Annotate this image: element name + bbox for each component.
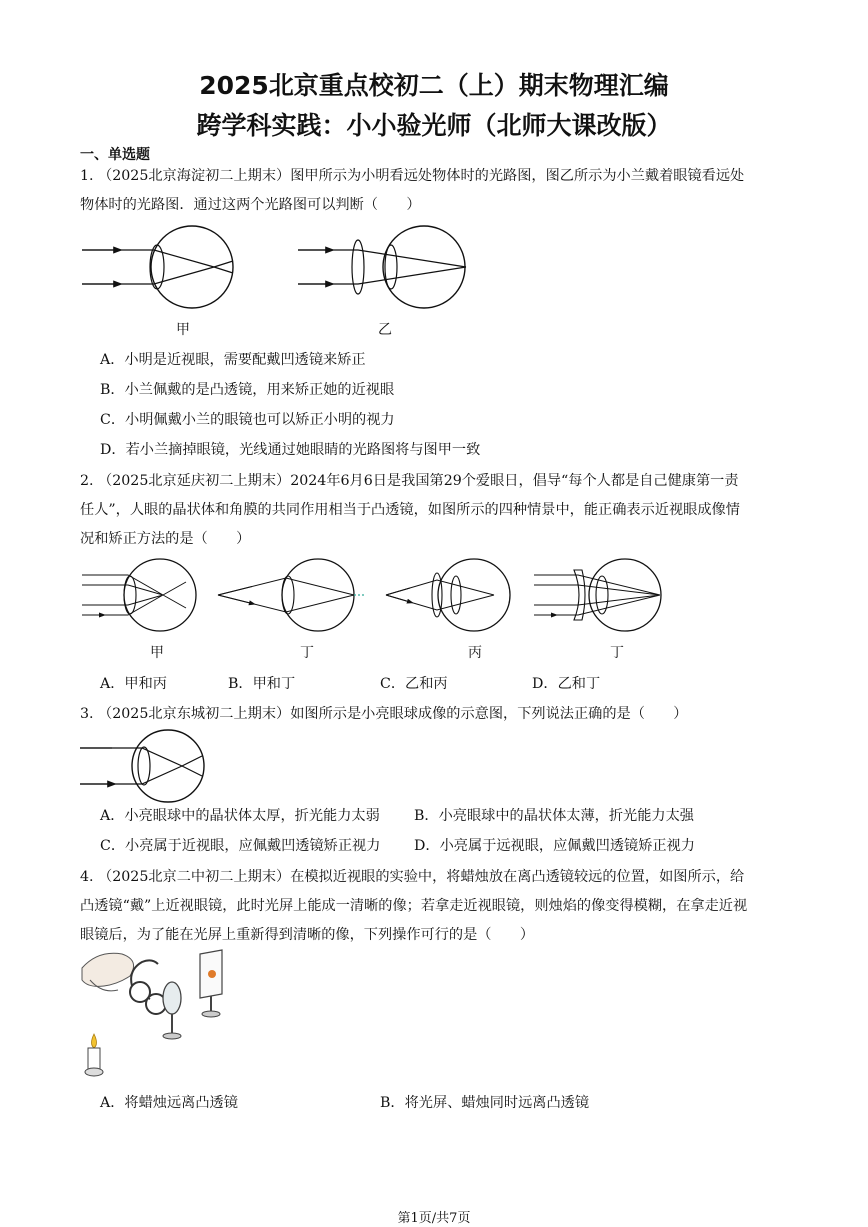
q3-stem: 3. （2025北京东城初二上期末）如图所示是小亮眼球成像的示意图，下列说法正确的是（ ） [80,706,688,722]
q3-option-a[interactable]: A．小亮眼球中的晶状体太厚，折光能力太弱 [100,808,380,824]
q1-caption-jia: 甲 [176,322,190,338]
q2-option-c[interactable]: C．乙和丙 [380,676,448,692]
q2-stem-line1: 2. （2025北京延庆初二上期末）2024年6月6日是我国第29个爱眼日，倡导“每个人都是自己健康第一责 [80,473,739,489]
q1-option-b[interactable]: B．小兰佩戴的是凸透镜，用来矫正她的近视眼 [100,382,395,398]
q3-option-c[interactable]: C．小亮属于近视眼，应佩戴凹透镜矫正视力 [100,838,381,854]
q4-experiment-figure [78,950,238,1082]
page-subtitle: 跨学科实践：小小验光师（北师大课改版） [196,111,672,140]
q4-stem-line2: 凸透镜“戴”上近视眼镜，此时光屏上能成一清晰的像；若拿走近视眼镜，则烛焰的像变得模糊，在拿走近视 [80,898,748,914]
q4-option-b[interactable]: B．将光屏、蜡烛同时远离凸透镜 [380,1095,590,1111]
section-heading: 一、单选题 [80,147,150,163]
q1-option-d[interactable]: D．若小兰摘掉眼镜，光线通过她眼睛的光路图将与图甲一致 [100,442,481,458]
q2-option-a[interactable]: A．甲和丙 [100,676,167,692]
q4-option-a[interactable]: A．将蜡烛远离凸透镜 [100,1095,238,1111]
q2-caption-4: 丁 [610,645,624,661]
q2-caption-2: 丁 [300,645,314,661]
q1-stem-line2: 物体时的光路图．通过这两个光路图可以判断（ ） [80,197,421,213]
q4-stem-line1: 4. （2025北京二中初二上期末）在模拟近视眼的实验中，将蜡烛放在离凸透镜较远的位置，如图所示，给 [80,869,745,885]
q4-stem-line3: 眼镜后，为了能在光屏上重新得到清晰的像，下列操作可行的是（ ） [80,927,535,943]
page-title: 2025北京重点校初二（上）期末物理汇编 [199,71,669,100]
q1-figure-yi [296,222,476,320]
q1-option-c[interactable]: C．小明佩戴小兰的眼镜也可以矫正小明的视力 [100,412,395,428]
q2-figure-1 [78,558,203,638]
q2-figure-4 [530,558,670,638]
q1-option-a[interactable]: A．小明是近视眼，需要配戴凹透镜来矫正 [100,352,366,368]
q1-stem-line1: 1. （2025北京海淀初二上期末）图甲所示为小明看远处物体时的光路图，图乙所示为小兰戴着眼镜看远处 [80,168,745,184]
q2-caption-1: 甲 [150,645,164,661]
q2-option-b[interactable]: B．甲和丁 [228,676,296,692]
q1-figure-jia [78,222,238,320]
q3-figure [78,728,213,808]
q2-figure-3 [382,558,512,638]
q2-stem-line3: 况和矫正方法的是（ ） [80,531,251,547]
q1-caption-yi: 乙 [378,322,392,338]
page-footer: 第1页/共7页 [397,1211,471,1226]
q3-option-b[interactable]: B．小亮眼球中的晶状体太薄，折光能力太强 [414,808,694,824]
q2-option-d[interactable]: D．乙和丁 [532,676,601,692]
q2-figure-2 [214,558,374,638]
q3-option-d[interactable]: D．小亮属于远视眼，应佩戴凹透镜矫正视力 [414,838,695,854]
q2-stem-line2: 任人”，人眼的晶状体和角膜的共同作用相当于凸透镜，如图所示的四种情景中，能正确表示近视眼成像情 [80,502,740,518]
q2-caption-3: 丙 [468,645,482,661]
